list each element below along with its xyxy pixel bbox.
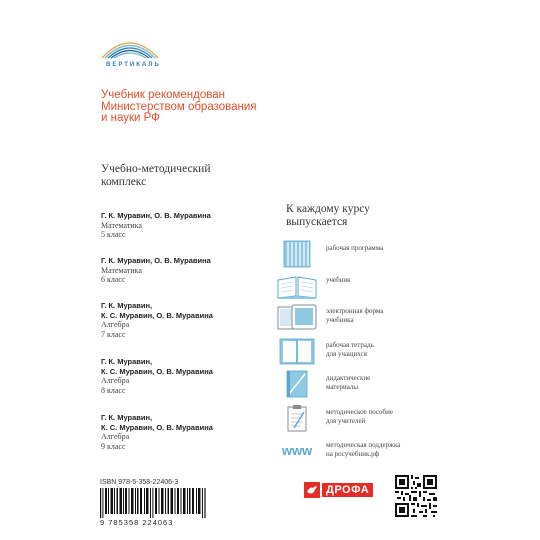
book-entry (101, 357, 301, 395)
recommendation-line: Учебник рекомендован (101, 89, 225, 101)
recommendation-line: и науки РФ (101, 112, 160, 124)
tablet-icon (274, 303, 320, 331)
course-item-label (326, 341, 466, 358)
course-item-label (326, 276, 466, 285)
course-item (274, 240, 464, 268)
label-line: для учителей (326, 416, 366, 425)
umk-title-line: комплекс (101, 176, 147, 188)
book-authors: Г. К. Муравин, (101, 301, 153, 310)
course-item-label (326, 408, 466, 425)
course-item (274, 272, 464, 300)
workbook-icon (274, 337, 320, 365)
open-book-icon (274, 272, 320, 300)
label-line: учебника (326, 315, 354, 324)
course-item (274, 303, 464, 331)
book-authors: Г. К. Муравин, О. В. Муравина (101, 211, 211, 220)
book-entry (101, 211, 301, 240)
course-item (274, 370, 464, 398)
book-grade: 8 класс (101, 385, 126, 395)
book-grade: 6 класс (101, 275, 126, 284)
isbn-text: ISBN 978-5-358-22406-3 (100, 479, 179, 486)
publisher-logo (100, 30, 160, 68)
barcode-digits: 9 785358 224063 (100, 518, 174, 527)
course-item (274, 437, 464, 465)
course-item-label (326, 374, 466, 391)
brand-name: ДРОФА (322, 483, 373, 497)
binder-icon (274, 240, 320, 268)
qr-code-icon (395, 475, 437, 517)
label-line: для учащихся (326, 349, 367, 358)
label-line: рабочая тетрадь (326, 341, 374, 349)
book-authors: Г. К. Муравин, (101, 357, 153, 366)
recommendation-text (101, 90, 291, 125)
svg-text:www: www (281, 443, 313, 458)
label-line: на росучебник.рф (326, 449, 380, 458)
book-subject: Алгебра (101, 376, 130, 385)
label-line: электронная форма (326, 307, 384, 315)
book-subject: Математика (101, 220, 142, 230)
logo-text: ВЕРТИКАЛЬ (106, 62, 161, 68)
book-entry (101, 413, 301, 451)
waves-logo-icon (100, 30, 160, 60)
umk-title-line: Учебно-методический (101, 163, 211, 175)
book-subject: Алгебра (101, 320, 130, 329)
label-line: дидактические (326, 374, 371, 382)
panel-title-line: выпускается (286, 216, 348, 228)
barcode-icon (100, 488, 206, 518)
course-item (274, 404, 464, 432)
www-icon (274, 437, 320, 465)
book-entry (101, 301, 301, 339)
course-item-label (326, 244, 466, 253)
book-authors: К. С. Муравин, О. В. Муравина (101, 422, 213, 432)
book-grade: 5 класс (101, 230, 126, 239)
clipboard-icon (274, 404, 320, 432)
book-subject: Математика (101, 265, 142, 275)
label-line: материалы (326, 382, 359, 391)
course-item-label (326, 307, 466, 324)
book-entry (101, 256, 301, 285)
label-line: методическое пособие (326, 408, 393, 416)
course-panel-title (286, 203, 370, 229)
recommendation-line: Министерством образования (101, 100, 257, 113)
book-authors: К. С. Муравин, О. В. Муравина (101, 310, 213, 320)
book-authors: К. С. Муравин, О. В. Муравина (101, 366, 213, 376)
notebook-icon (274, 370, 320, 398)
label-line: методическая поддержка (326, 441, 401, 449)
umk-title (101, 163, 210, 189)
book-grade: 9 класс (101, 441, 126, 451)
book-grade: 7 класс (101, 329, 126, 339)
course-item (274, 337, 464, 365)
book-authors: Г. К. Муравин, (101, 413, 153, 422)
bird-logo-icon (304, 482, 320, 498)
course-item-label (326, 441, 466, 458)
label-line: рабочая программа (326, 244, 384, 252)
book-subject: Алгебра (101, 432, 130, 441)
publisher-brand (304, 482, 373, 498)
panel-title-line: К каждому курсу (286, 203, 370, 215)
book-authors: Г. К. Муравин, О. В. Муравина (101, 256, 211, 265)
label-line: учебник (326, 276, 351, 284)
